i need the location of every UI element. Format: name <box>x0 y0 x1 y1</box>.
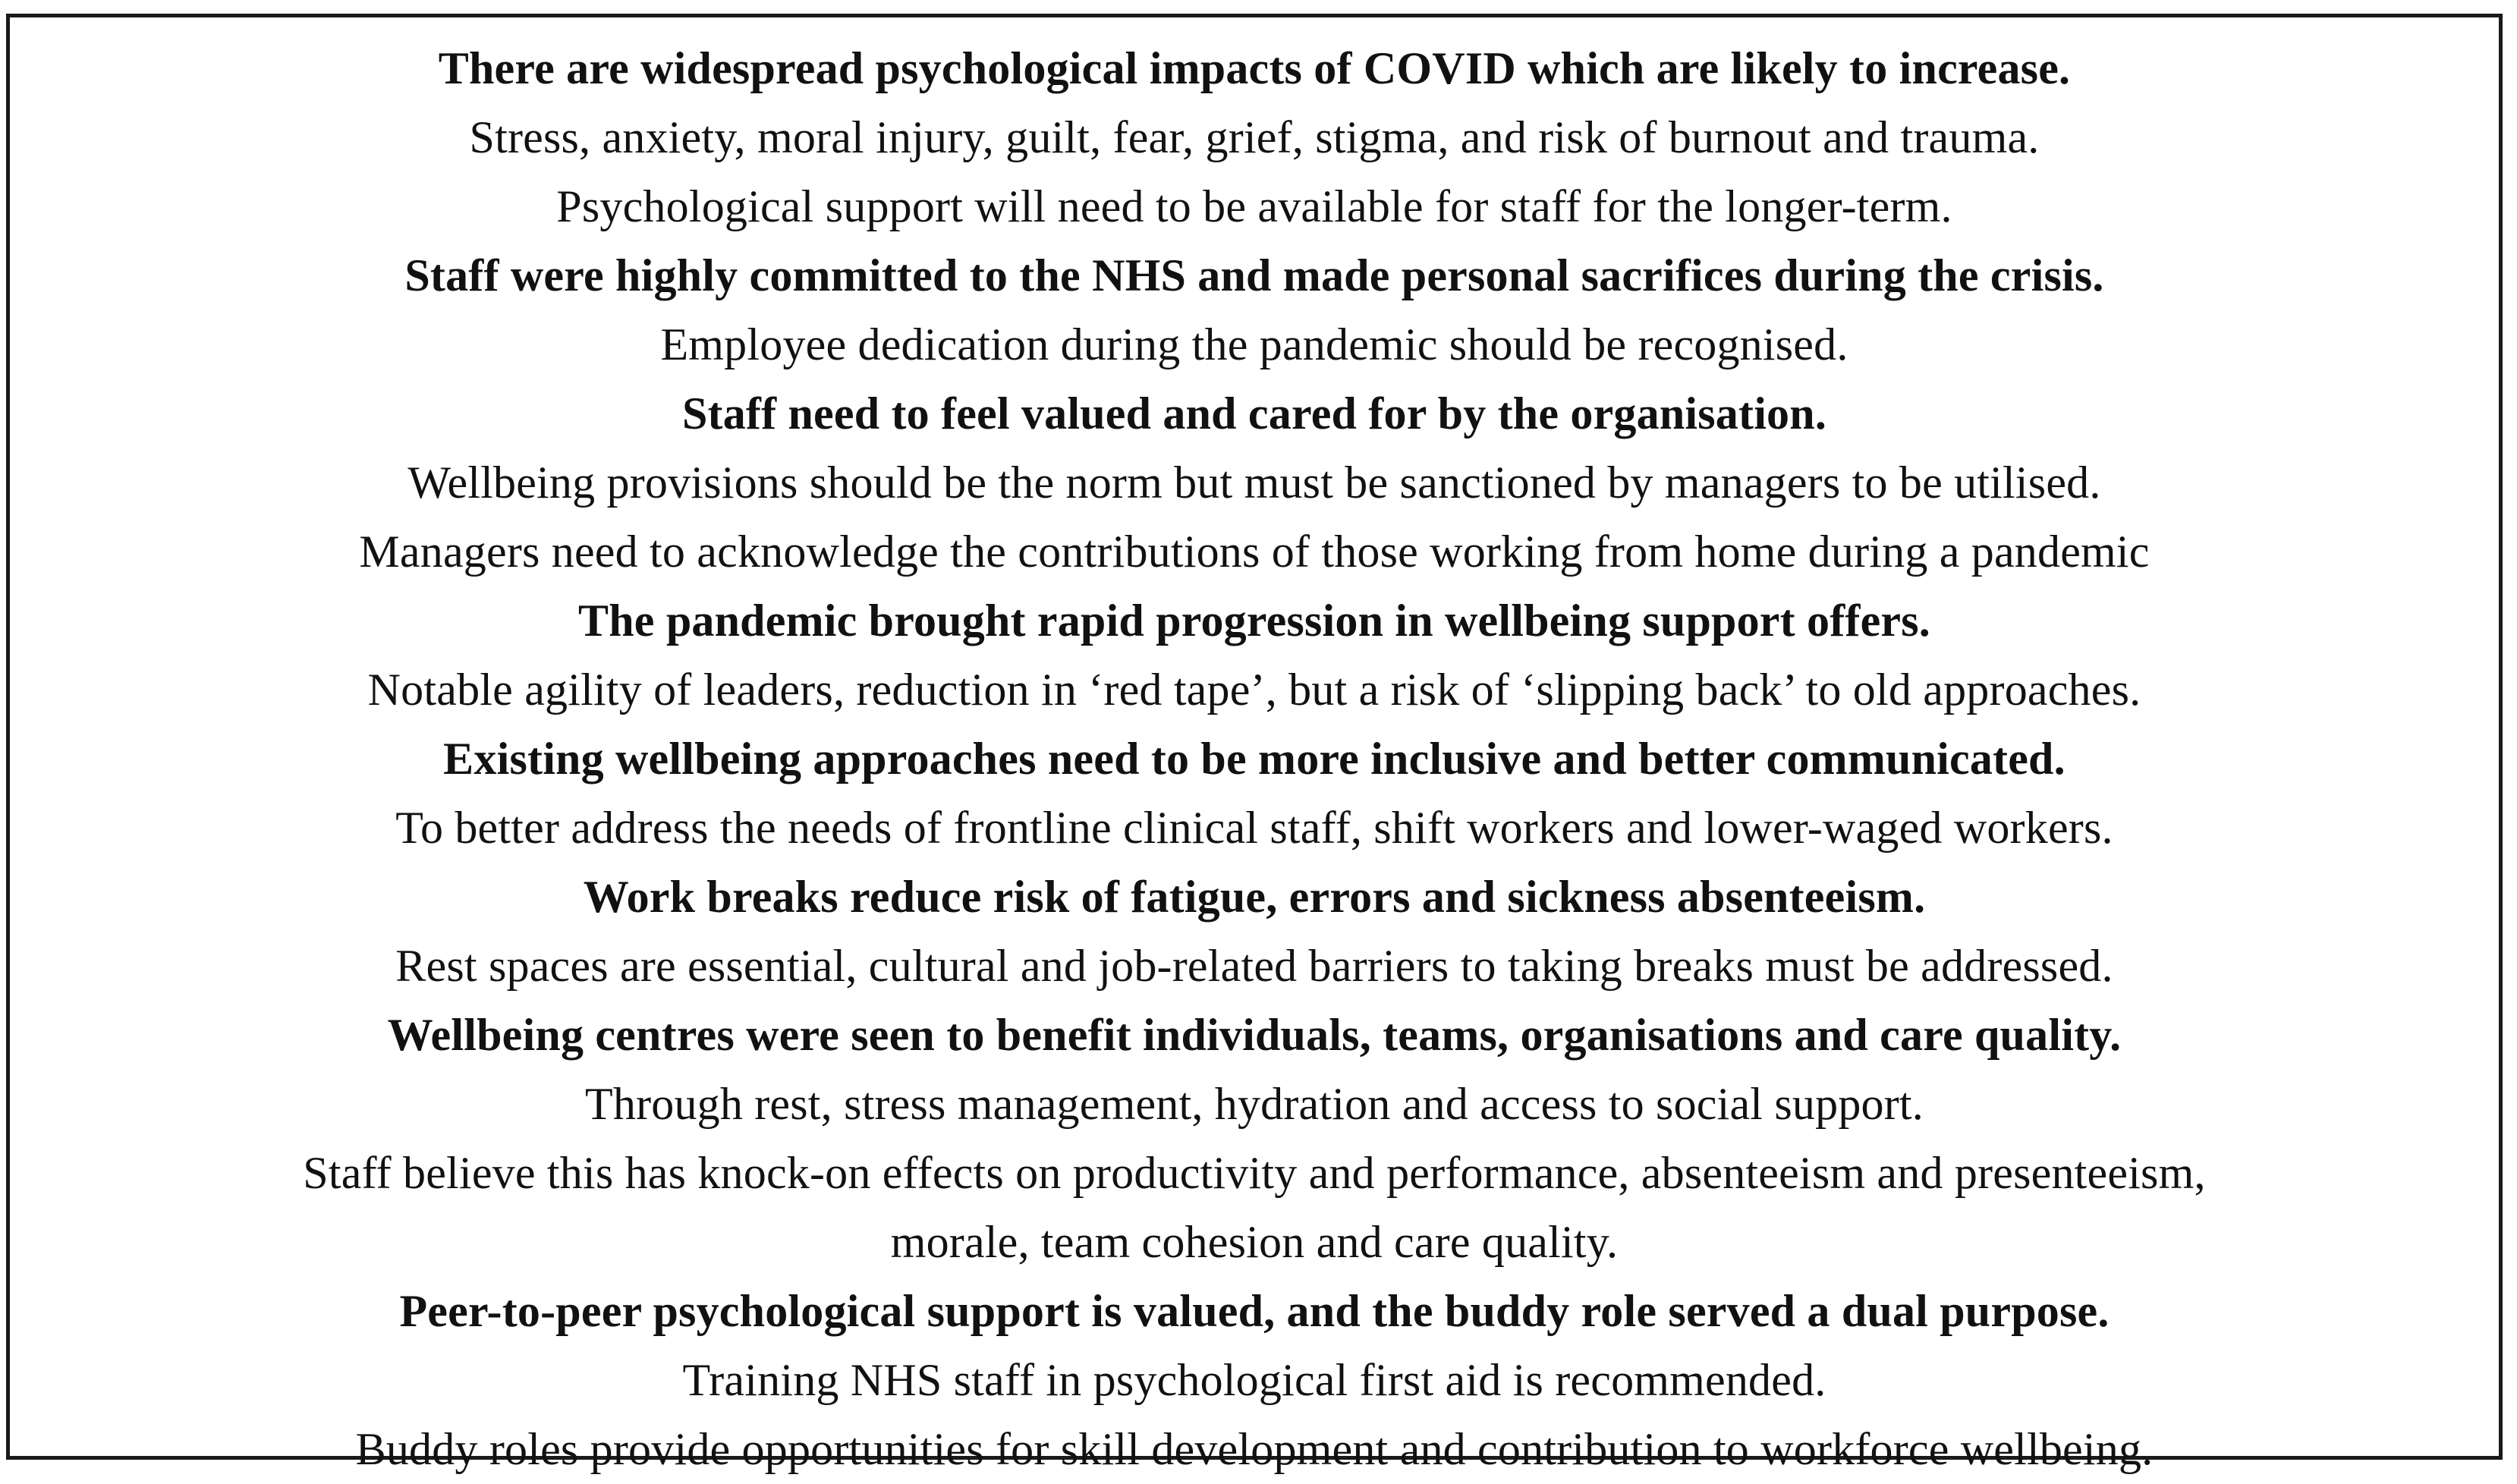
theme-heading-feel-valued: Staff need to feel valued and cared for by the organisation. <box>681 388 1827 439</box>
detail-line: Stress, anxiety, moral injury, guilt, fear, grief, stigma, and risk of burnout and trauma. <box>469 112 2040 162</box>
detail-line: Buddy roles provide opportunities for skill development and contribution to workforce wellbeing. <box>355 1424 2154 1474</box>
detail-line: Rest spaces are essential, cultural and job-related barriers to taking breaks must be addressed. <box>395 941 2113 991</box>
theme-heading-peer-support: Peer-to-peer psychological support is valued, and the buddy role served a dual purpose. <box>399 1286 2110 1336</box>
findings-box <box>6 14 2503 1474</box>
detail-line: To better address the needs of frontline clinical staff, shift workers and lower-waged workers. <box>395 803 2113 853</box>
theme-heading-psychological-impacts: There are widespread psychological impacts of COVID which are likely to increase. <box>438 43 2071 93</box>
detail-line: Psychological support will need to be available for staff for the longer-term. <box>556 181 1952 231</box>
detail-line: Notable agility of leaders, reduction in ‘red tape’, but a risk of ‘slipping back’ to old approaches. <box>367 665 2141 715</box>
detail-line: Through rest, stress management, hydration and access to social support. <box>585 1079 1924 1129</box>
theme-heading-rapid-progression: The pandemic brought rapid progression in wellbeing support offers. <box>578 596 1930 646</box>
detail-line: Staff believe this has knock-on effects on productivity and performance, absenteeism and presenteeism, <box>303 1148 2206 1198</box>
theme-heading-staff-commitment: Staff were highly committed to the NHS and made personal sacrifices during the crisis. <box>404 250 2104 300</box>
detail-line: Managers need to acknowledge the contributions of those working from home during a pandemic <box>359 527 2150 577</box>
theme-heading-work-breaks: Work breaks reduce risk of fatigue, errors and sickness absenteeism. <box>583 872 1926 922</box>
detail-line: morale, team cohesion and care quality. <box>890 1217 1619 1267</box>
detail-line: Training NHS staff in psychological first aid is recommended. <box>682 1355 1826 1405</box>
detail-line: Employee dedication during the pandemic should be recognised. <box>660 319 1848 369</box>
theme-heading-inclusive-approaches: Existing wellbeing approaches need to be more inclusive and better communicated. <box>443 734 2066 784</box>
theme-heading-wellbeing-centres: Wellbeing centres were seen to benefit individuals, teams, organisations and care quality. <box>387 1010 2122 1060</box>
detail-line: Wellbeing provisions should be the norm but must be sanctioned by managers to be utilised. <box>407 457 2101 508</box>
